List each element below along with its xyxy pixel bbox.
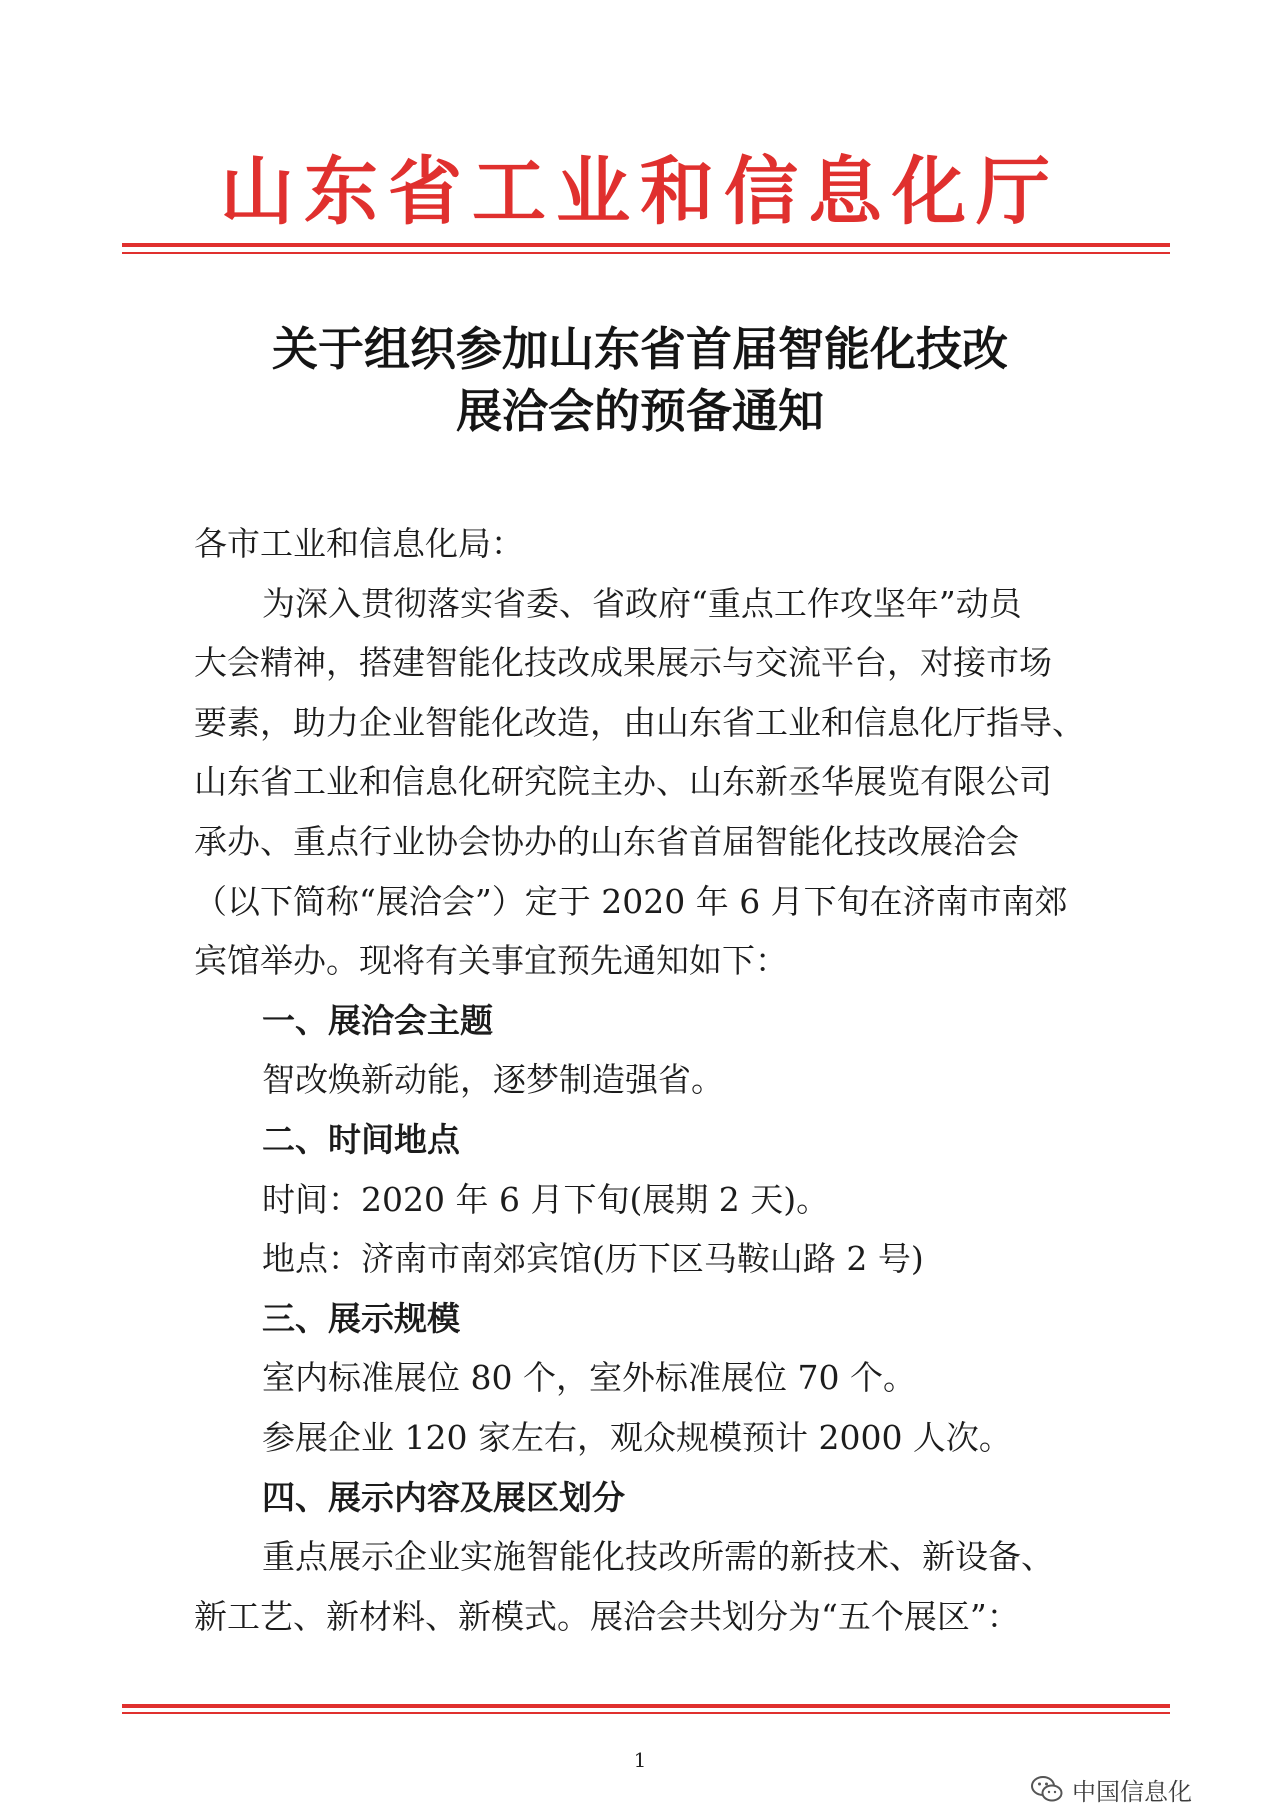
section-text: 地点：济南市南郊宾馆(历下区马鞍山路 2 号) — [262, 1239, 924, 1279]
paragraph-line: 大会精神，搭建智能化技改成果展示与交流平台，对接市场 — [194, 643, 1052, 683]
section-content-zones — [194, 1468, 1094, 1647]
section-scale — [194, 1289, 1094, 1468]
section-heading: 二、时间地点 — [262, 1119, 460, 1159]
paragraph-line: 承办、重点行业协会协办的山东省首届智能化技改展洽会 — [194, 821, 1019, 861]
section-text: 参展企业 120 家左右，观众规模预计 2000 人次。 — [262, 1417, 1012, 1457]
header-red-rule-thin — [122, 252, 1170, 254]
paragraph-line: 山东省工业和信息化研究院主办、山东新丞华展览有限公司 — [194, 762, 1052, 802]
document-title-line-2: 展洽会的预备通知 — [456, 384, 824, 438]
document-title-line-1: 关于组织参加山东省首届智能化技改 — [272, 322, 1008, 376]
section-text: 智改焕新动能，逐梦制造强省。 — [262, 1060, 724, 1100]
paragraph-line: 为深入贯彻落实省委、省政府“重点工作攻坚年”动员 — [262, 583, 1022, 623]
source-watermark — [1030, 1772, 1192, 1806]
section-text: 重点展示企业实施智能化技改所需的新技术、新设备、 — [262, 1537, 1054, 1577]
section-time-location — [194, 1110, 1094, 1289]
section-theme — [194, 991, 1094, 1110]
document-title — [0, 318, 1280, 442]
page-number: 1 — [633, 1748, 647, 1772]
watermark-text: 中国信息化 — [1072, 1777, 1192, 1806]
document-body — [194, 514, 1094, 1646]
paragraph-line: 要素，助力企业智能化改造，由山东省工业和信息化厅指导、 — [194, 702, 1085, 742]
wechat-icon — [1030, 1774, 1064, 1804]
issuer-header: 山东省工业和信息化厅 — [220, 149, 1060, 235]
paragraph-line: 宾馆举办。现将有关事宜预先通知如下： — [194, 941, 788, 981]
section-text: 室内标准展位 80 个，室外标准展位 70 个。 — [262, 1358, 916, 1398]
section-heading: 一、展洽会主题 — [262, 1000, 493, 1040]
section-heading: 三、展示规模 — [262, 1298, 460, 1338]
section-text: 新工艺、新材料、新模式。展洽会共划分为“五个展区”： — [194, 1596, 1020, 1636]
salutation: 各市工业和信息化局： — [194, 524, 524, 563]
footer-red-rule-thick — [122, 1704, 1170, 1708]
header-red-rule-thick — [122, 243, 1170, 247]
paragraph-line: （以下简称“展洽会”）定于 2020 年 6 月下旬在济南市南郊 — [194, 881, 1068, 921]
intro-paragraph — [194, 574, 1094, 991]
section-heading: 四、展示内容及展区划分 — [262, 1477, 625, 1517]
section-text: 时间：2020 年 6 月下旬(展期 2 天)。 — [262, 1179, 830, 1219]
footer-red-rule-thin — [122, 1712, 1170, 1714]
